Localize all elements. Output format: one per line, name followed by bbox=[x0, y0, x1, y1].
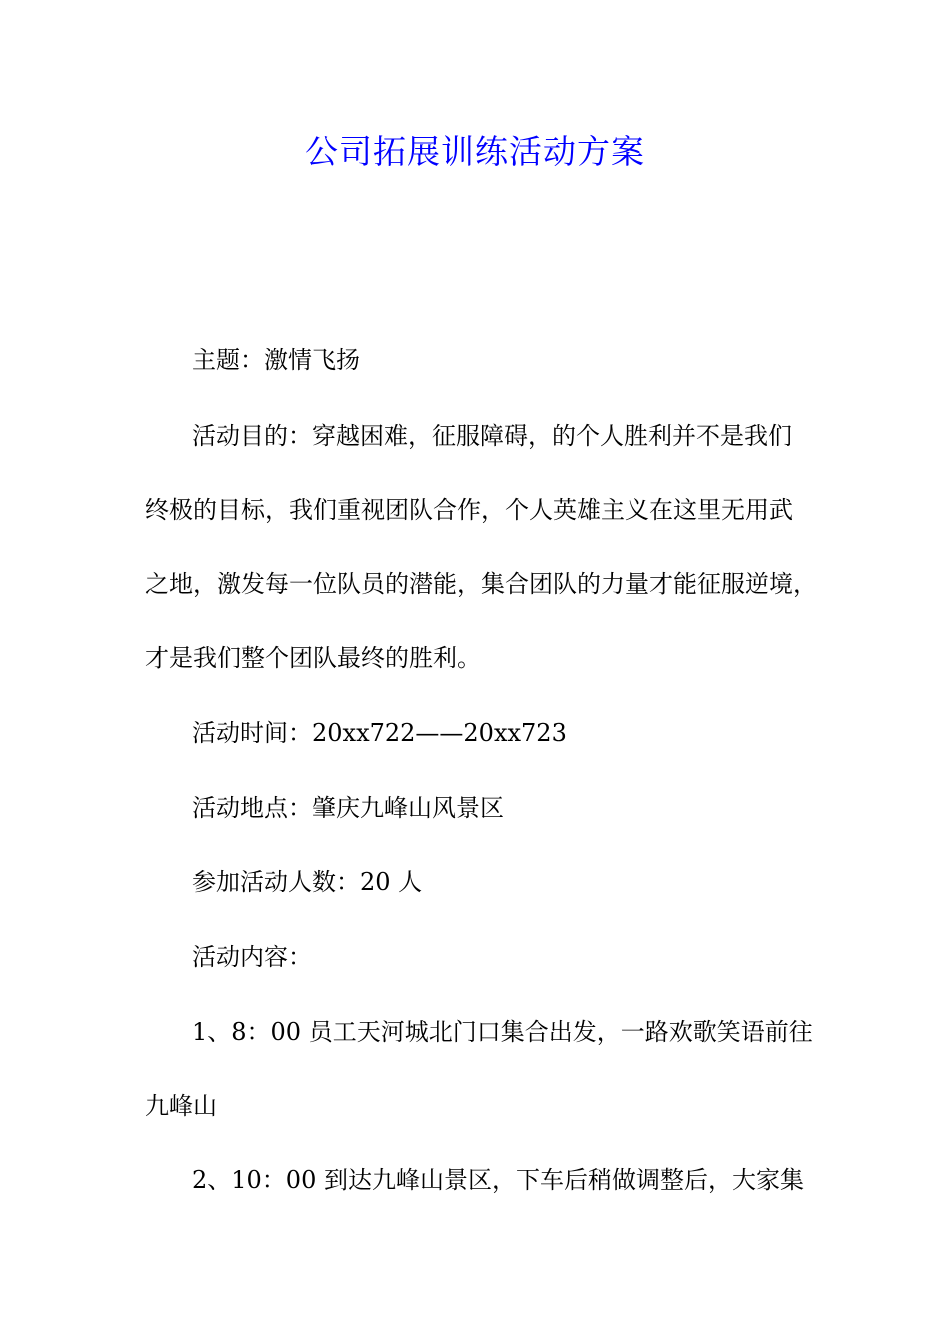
document-title: 公司拓展训练活动方案 bbox=[305, 132, 645, 171]
purpose-line-1: 活动目的：穿越困难，征服障碍，的个人胜利并不是我们 bbox=[192, 422, 792, 450]
location-line: 活动地点：肇庆九峰山风景区 bbox=[192, 794, 504, 822]
theme-line: 主题：激情飞扬 bbox=[192, 346, 360, 374]
item-1-line-2: 九峰山 bbox=[145, 1092, 217, 1120]
purpose-line-3: 之地，激发每一位队员的潜能，集合团队的力量才能征服逆境， bbox=[145, 570, 817, 598]
purpose-line-2: 终极的目标，我们重视团队合作，个人英雄主义在这里无用武 bbox=[145, 496, 793, 524]
time-line: 活动时间：20xx722——20xx723 bbox=[192, 719, 567, 747]
item-2-line-1: 2、10：00 到达九峰山景区，下车后稍做调整后，大家集 bbox=[192, 1166, 804, 1194]
purpose-line-4: 才是我们整个团队最终的胜利。 bbox=[145, 644, 481, 672]
content-heading: 活动内容： bbox=[192, 943, 312, 971]
item-1-line-1: 1、8：00 员工天河城北门口集合出发，一路欢歌笑语前往 bbox=[192, 1018, 813, 1046]
participants-line: 参加活动人数：20 人 bbox=[192, 868, 423, 896]
